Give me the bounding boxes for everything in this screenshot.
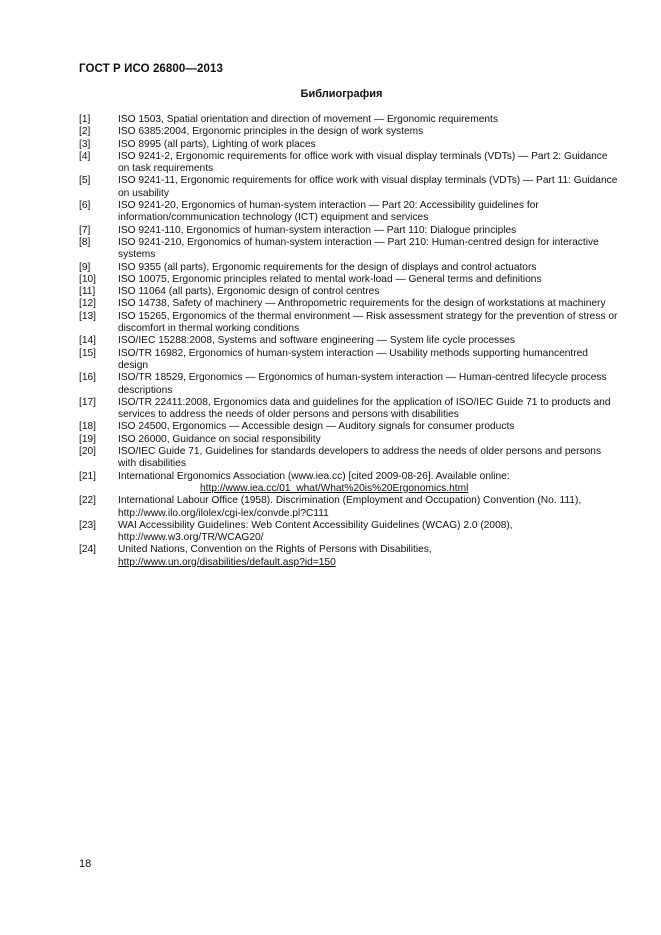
entry-number: [4] <box>79 150 91 162</box>
bibliography-entry <box>79 372 619 397</box>
entry-text: ISO 15265, Ergonomics of the thermal environment — Risk assessment strategy for the prevention of stress or discomfort in thermal working conditions <box>118 310 618 335</box>
entry-number: [20] <box>79 446 96 458</box>
entry-text: United Nations, Convention on the Rights of Persons with Disabilities, <box>118 544 432 556</box>
bibliography-entry <box>79 471 619 496</box>
entry-text: ISO 6385:2004, Ergonomic principles in the design of work systems <box>118 126 424 138</box>
entry-number: [6] <box>79 200 91 212</box>
entry-text: ISO/TR 22411:2008, Ergonomics data and guidelines for the application of ISO/IEC Guide 71 to products and services to address the needs of older persons and persons with disabilities <box>118 396 611 421</box>
entry-text: ISO 9241-210, Ergonomics of human-system interaction — Part 210: Human-centred design for interactive systems <box>118 236 599 261</box>
entry-text: ISO 9241-20, Ergonomics of human-system interaction — Part 20: Accessibility guidelines for information/communication technology (ICT) equipment and services <box>118 200 539 224</box>
bibliography-entry <box>79 151 619 176</box>
entry-text: ISO/IEC Guide 71, Guidelines for standards developers to address the needs of older persons and persons with disabilities <box>118 446 602 470</box>
entry-text: ISO 11064 (all parts), Ergonomic design of control centres <box>118 286 380 298</box>
bibliography-entry <box>79 114 619 126</box>
entry-number: [18] <box>79 421 96 433</box>
entry-text: WAI Accessibility Guidelines: Web Content Accessibility Guidelines (WCAG) 2.0 (2008), http://www.w3.org/TR/WCAG20/ <box>118 519 513 544</box>
entry-text: ISO 8995 (all parts), Lighting of work places <box>118 138 316 150</box>
entry-number: [21] <box>79 470 96 482</box>
entry-number: [19] <box>79 433 96 445</box>
entry-number: [3] <box>79 138 91 150</box>
entry-number: [16] <box>79 372 96 384</box>
entry-number: [14] <box>79 335 96 347</box>
bibliography-list <box>79 114 619 569</box>
entry-text: ISO 9241-11, Ergonomic requirements for office work with visual display terminals (VDTs) — Part 11: Guidance on usability <box>118 175 618 199</box>
bibliography-entry <box>79 520 619 545</box>
iea-link[interactable]: http://www.iea.cc/01_what/What%20is%20Ergonomics.html <box>200 482 469 494</box>
bibliography-entry <box>79 274 619 286</box>
entry-text: ISO 9241-2, Ergonomic requirements for office work with visual display terminals (VDTs) — Part 2: Guidance on task requirements <box>118 150 608 175</box>
bibliography-entry <box>79 175 619 200</box>
entry-number: [22] <box>79 495 96 507</box>
entry-text: ISO 24500, Ergonomics — Accessible design — Auditory signals for consumer products <box>118 421 515 433</box>
entry-number: [24] <box>79 544 96 556</box>
bibliography-entry <box>79 286 619 298</box>
entry-number: [7] <box>79 224 91 236</box>
entry-number: [10] <box>79 273 96 285</box>
entry-number: [9] <box>79 261 91 273</box>
un-link[interactable]: http://www.un.org/disabilities/default.asp?id=150 <box>118 556 336 568</box>
bibliography-entry <box>79 434 619 446</box>
bibliography-entry <box>79 311 619 336</box>
bibliography-entry <box>79 200 619 225</box>
entry-text: ISO 9241-110, Ergonomics of human-system interaction — Part 110: Dialogue principles <box>118 224 517 236</box>
entry-text: ISO/TR 16982, Ergonomics of human-system interaction — Usability methods supporting humancentred design <box>118 347 588 371</box>
bibliography-entry <box>79 126 619 138</box>
bibliography-entry <box>79 298 619 310</box>
entry-number: [13] <box>79 310 96 322</box>
entry-number: [23] <box>79 519 96 531</box>
entry-text: International Ergonomics Association (www.iea.cc) [cited 2009-08-26]. Available online: <box>118 470 510 482</box>
entry-number: [11] <box>79 286 96 298</box>
bibliography-entry <box>79 446 619 471</box>
entry-text: ISO 9355 (all parts), Ergonomic requirements for the design of displays and control actuators <box>118 261 537 273</box>
bibliography-entry <box>79 237 619 262</box>
entry-text: ISO 26000, Guidance on social responsibility <box>118 433 321 445</box>
bibliography-entry <box>79 495 619 520</box>
bibliography-entry <box>79 225 619 237</box>
bibliography-entry <box>79 139 619 151</box>
entry-number: [1] <box>79 114 91 125</box>
bibliography-entry <box>79 262 619 274</box>
entry-number: [17] <box>79 396 96 408</box>
page-number: 18 <box>79 858 92 870</box>
entry-text: ISO/IEC 15288:2008, Systems and software engineering — System life cycle processes <box>118 335 515 347</box>
entry-number: [2] <box>79 126 91 138</box>
bibliography-entry <box>79 421 619 433</box>
entry-number: [5] <box>79 175 91 187</box>
entry-text: International Labour Office (1958). Discrimination (Employment and Occupation) Convention (No. 111), http://www.ilo.org/ilolex/cgi-lex/convde.pl?C111 <box>118 495 582 519</box>
entry-number: [12] <box>79 298 96 310</box>
entry-number: [8] <box>79 236 91 248</box>
section-title: Библиография <box>300 88 383 100</box>
document-code: ГОСТ Р ИСО 26800—2013 <box>79 63 224 75</box>
entry-text: ISO 14738, Safety of machinery — Anthropometric requirements for the design of workstations at machinery <box>118 298 606 310</box>
entry-number: [15] <box>79 347 96 359</box>
entry-text: ISO 1503, Spatial orientation and direction of movement — Ergonomic requirements <box>118 114 498 125</box>
entry-text: ISO/TR 18529, Ergonomics — Ergonomics of human-system interaction — Human-centred lifecycle process descriptions <box>118 372 607 396</box>
entry-text: ISO 10075, Ergonomic principles related to mental work-load — General terms and definitions <box>118 273 542 285</box>
bibliography-entry <box>79 544 619 569</box>
bibliography-entry <box>79 348 619 373</box>
bibliography-entry <box>79 335 619 347</box>
bibliography-entry <box>79 397 619 422</box>
